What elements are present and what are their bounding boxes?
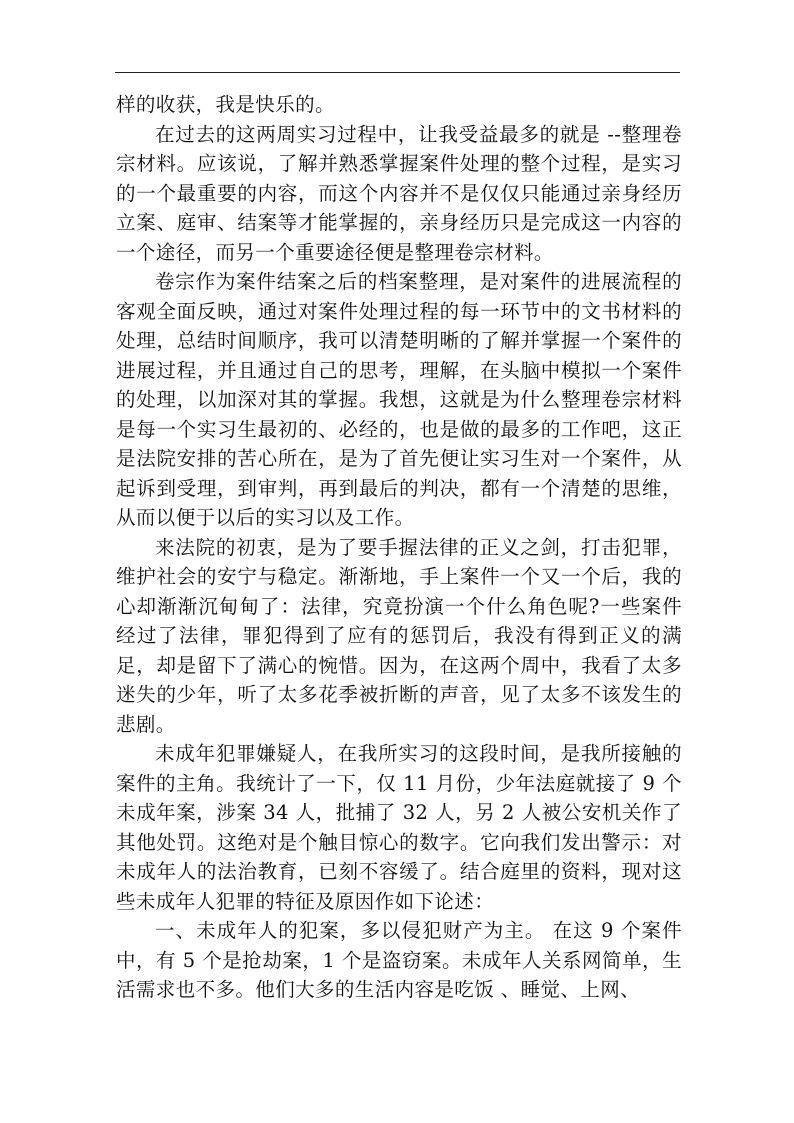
paragraph-property-crimes: 一、未成年人的犯案，多以侵犯财产为主。 在这 9 个案件中，有 5 个是抢劫案，1 个是盗窃案。未成年人关系网简单，生活需求也不多。他们大多的生活内容是吃饭 、睡觉、上网、 <box>116 919 682 1001</box>
document-body <box>116 90 682 1005</box>
paragraph-archive-work: 在过去的这两周实习过程中，让我受益最多的就是 --整理卷宗材料。应该说，了解并熟悉掌握案件处理的整个过程，是实习的一个最重要的内容，而这个内容并不是仅仅只能通过亲身经历立案、庭审、结案等才能掌握的，亲身经历只是完成这一内容的一个途径，而另一个重要途径便是整理卷宗材料。 <box>116 122 682 264</box>
paragraph-continuation: 样的收获，我是快乐的。 <box>116 93 335 116</box>
paragraph-juvenile-statistics: 未成年犯罪嫌疑人，在我所实习的这段时间，是我所接触的案件的主角。我统计了一下，仅 11 月份，少年法庭就接了 9 个未成年案，涉案 34 人，批捕了 32 人，另 2 人被公安机关作了其他处罚。这绝对是个触目惊心的数字。它向我们发出警示：对未成年人的法治教育，已刻不容缓了。结合庭里的资料，现对这些未成年人犯罪的特征及原因作如下论述： <box>116 742 682 913</box>
paragraph-case-files: 卷宗作为案件结案之后的档案整理，是对案件的进展流程的客观全面反映，通过对案件处理过程的每一环节中的文书材料的处理，总结时间顺序，我可以清楚明晰的了解并掌握一个案件的进展过程，并且通过自己的思考，理解，在头脑中模拟一个案件的处理，以加深对其的掌握。我想，这就是为什么整理卷宗材料是每一个实习生最初的、必经的，也是做的最多的工作吧，这正是法院安排的苦心所在，是为了首先便让实习生对一个案件，从起诉到受理，到审判，再到最后的判决，都有一个清楚的思维，从而以便于以后的实习以及工作。 <box>116 270 682 529</box>
paragraph-court-reflection: 来法院的初衷，是为了要手握法律的正义之剑，打击犯罪，维护社会的安宁与稳定。渐渐地，手上案件一个又一个后，我的心却渐渐沉甸甸了：法律，究竟扮演一个什么角色呢?一些案件经过了法律，罪犯得到了应有的惩罚后，我没有得到正义的满足，却是留下了满心的惋惜。因为，在这两个周中，我看了太多迷失的少年，听了太多花季被折断的声音，见了太多不该发生的悲剧。 <box>116 535 682 736</box>
header-rule <box>115 72 680 73</box>
